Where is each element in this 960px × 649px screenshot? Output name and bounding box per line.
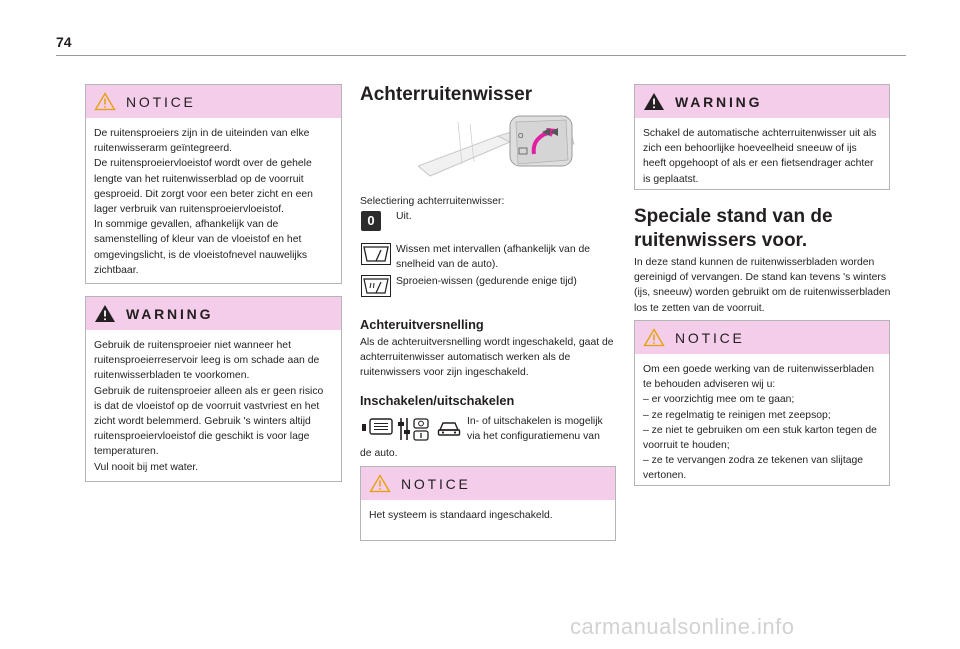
- watermark: carmanualsonline.info: [570, 614, 795, 639]
- warning-icon: [94, 304, 116, 323]
- notice-paragraph: De ruitensproeiervloeistof wordt over de gehele lengte van het ruitenwisserblad op de voorruit gesproeid. Dit zorgt voor een beter zicht en een lager verbruik van ruitensproeiervloeistof.: [94, 158, 313, 216]
- special-title-line-1: Speciale stand van de: [634, 206, 833, 227]
- wiper-off-icon: [361, 211, 381, 231]
- warning-paragraph: Vul nooit bij met water.: [94, 461, 199, 473]
- section-title-special: [634, 205, 833, 253]
- list-item: – ze niet te gebruiken om een stuk karton tegen de voorruit te houden;: [643, 424, 877, 452]
- warning-paragraph: Gebruik de ruitensproeier alleen als er geen risico is dat de vloeistof op de voorruit vastvriest en het zicht wordt belemmerd. Gebruik 's winters altijd ruitensproeiervloeistof die geschikt is voor lage temperaturen.: [94, 385, 324, 458]
- spray-wipe-label: Sproeien-wissen (gedurende enige tijd): [396, 276, 577, 287]
- wiper-stalk-illustration: [418, 112, 576, 184]
- warning-paragraph: Schakel de automatische achterruitenwisser uit als zich een behoorlijke hoeveelheid sneeuw of ijs heeft opgehoopt of als er een fietsendrager achter is geplaatst.: [643, 128, 877, 185]
- section-title-toggle: Inschakelen/uitschakelen: [360, 393, 515, 408]
- notice-paragraph: In sommige gevallen, afhankelijk van de samenstelling of kleur van de vloeistof en het omgevingslicht, is de vloeistofnevel nauwelijks zichtbaar.: [94, 219, 308, 276]
- list-item: – ze te vervangen zodra ze tekenen van slijtage vertonen.: [643, 455, 864, 482]
- reverse-text: Als de achteruitversnelling wordt ingeschakeld, gaat de achterruitenwisser automatisch werken als de ruitenwissers voor zijn ingeschakeld.: [360, 337, 614, 379]
- notice-paragraph: De ruitensproeiers zijn in de uiteinden van elke ruitenwisserarm geïntegreerd.: [94, 128, 310, 155]
- selection-label: Selectiering achterruitenwisser:: [360, 196, 505, 207]
- svg-text:O: O: [518, 133, 524, 140]
- warning-outline-icon: [643, 328, 665, 347]
- toggle-text-line-2: via het configuratiemenu van: [467, 431, 600, 442]
- toggle-text-line-3: de auto.: [360, 448, 398, 459]
- header-rule: [56, 55, 906, 56]
- wiper-off-label: Uit.: [396, 211, 412, 222]
- warning-title: WARNING: [675, 93, 763, 110]
- warning-header: [635, 85, 889, 118]
- wiper-off-icon-text: 0: [367, 213, 375, 228]
- car-icon: [437, 420, 461, 438]
- settings-sliders-icon: [397, 416, 431, 442]
- notice-title: NOTICE: [675, 329, 745, 346]
- section-title-rear-wiper: Achterruitenwisser: [360, 84, 533, 105]
- page-number: 74: [56, 34, 72, 50]
- special-text: In deze stand kunnen de ruitenwisserbladen worden gereinigd of vervangen. De stand kan tevens 's winters (ijs, sneeuw) worden gebruikt om de ruitenwisserbladen los te zetten van de voorruit.: [634, 257, 891, 314]
- spray-wipe-icon: [361, 275, 391, 297]
- notice-title: NOTICE: [126, 93, 196, 110]
- interval-wipe-icon: [361, 243, 391, 265]
- warning-body: [86, 330, 341, 483]
- warning-header: [86, 297, 341, 330]
- notice-body: [86, 118, 341, 286]
- notice-paragraph: Het systeem is standaard ingeschakeld.: [369, 510, 553, 521]
- interval-wipe-label: Wissen met intervallen (afhankelijk van de snelheid van de auto).: [396, 244, 591, 271]
- warning-body: [635, 118, 889, 195]
- section-title-reverse: Achteruitversnelling: [360, 317, 484, 332]
- notice-header: [635, 321, 889, 354]
- list-item: – ze regelmatig te reinigen met zeepsop;: [643, 409, 831, 421]
- notice-header: [86, 85, 341, 118]
- warning-title: WARNING: [126, 305, 214, 322]
- warning-outline-icon: [94, 92, 116, 111]
- special-title-line-2: ruitenwissers voor.: [634, 230, 808, 251]
- notice-body: [361, 500, 615, 531]
- warning-outline-icon: [369, 474, 391, 493]
- notice-intro: Om een goede werking van de ruitenwisserbladen te behouden adviseren wij u:: [643, 364, 875, 391]
- warning-icon: [643, 92, 665, 111]
- warning-box-1: [85, 296, 342, 482]
- menu-button-icon: [362, 418, 394, 436]
- notice-box-2: [360, 466, 616, 541]
- notice-title: NOTICE: [401, 475, 471, 492]
- notice-header: [361, 467, 615, 500]
- notice-box-1: [85, 84, 342, 284]
- notice-box-3: [634, 320, 890, 486]
- toggle-text-line-1: In- of uitschakelen is mogelijk: [467, 416, 603, 427]
- list-item: – er voorzichtig mee om te gaan;: [643, 394, 795, 406]
- warning-paragraph: Gebruik de ruitensproeier niet wanneer het ruitensproeierreservoir leeg is om schade aan de ruitenwisserbladen te voorkomen.: [94, 340, 320, 382]
- warning-box-2: [634, 84, 890, 190]
- notice-body: [635, 354, 889, 492]
